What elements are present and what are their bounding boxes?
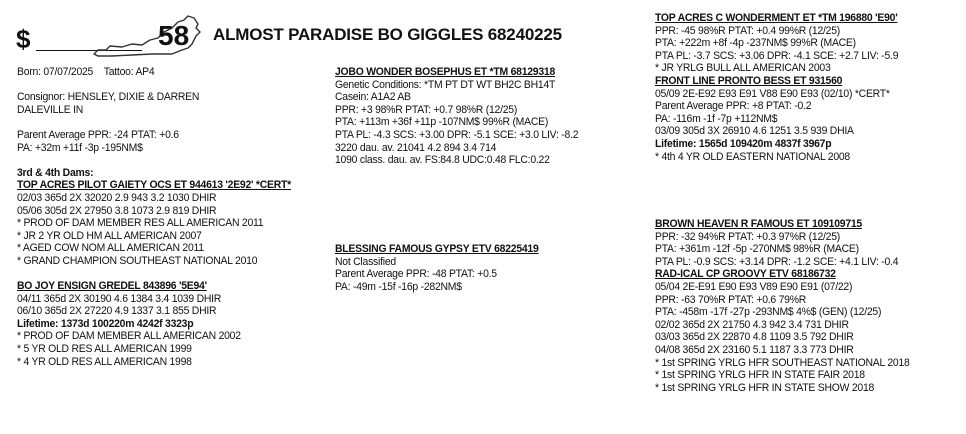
- sires-sire-line: * JR YRLG BULL ALL AMERICAN 2003: [655, 62, 831, 75]
- sire-line: 1090 class. dau. av. FS:84.8 UDC:0.48 FLC:0.22: [335, 154, 550, 167]
- born-row: [17, 66, 291, 79]
- sires-dam-name: FRONT LINE PRONTO BESS ET 931560: [655, 74, 843, 87]
- lot-number: 58: [158, 20, 190, 51]
- sires-dam-line: PA: -116m -1f -7p +112NM$: [655, 112, 778, 125]
- dams-sire-name: BROWN HEAVEN R FAMOUS ET 109109715: [655, 218, 862, 230]
- dams-heading: 3rd & 4th Dams:: [17, 166, 94, 179]
- honor-line: * JR 2 YR OLD HM ALL AMERICAN 2007: [17, 229, 202, 242]
- record-line: 06/10 365d 2X 27220 4.9 1337 3.1 855 DHIR: [17, 305, 217, 318]
- sires-dam-honor: * 4th 4 YR OLD EASTERN NATIONAL 2008: [655, 150, 850, 163]
- dams-dam-line: 02/02 365d 2X 21750 4.3 942 3.4 731 DHIR: [655, 318, 849, 331]
- sire-line: PPR: +3 98%R PTAT: +0.7 98%R (12/25): [335, 103, 518, 116]
- third-dam-name: TOP ACRES PILOT GAIETY OCS ET 944613 '2E92' *CERT*: [17, 179, 291, 192]
- price-symbol: $: [16, 24, 31, 54]
- dams-dam-honor: * 1st SPRING YRLG HFR SOUTHEAST NATIONAL 2018: [655, 356, 910, 369]
- dam-line: PA: -49m -15f -16p -282NM$: [335, 280, 462, 293]
- dams-sire-line: PPR: -32 94%R PTAT: +0.3 97%R (12/25): [655, 230, 841, 243]
- honor-line: * PROD OF DAM MEMBER ALL AMERICAN 2002: [17, 330, 241, 343]
- dams-sire-line: PTA: +361m -12f -5p -270NM$ 98%R (MACE): [655, 243, 859, 256]
- sire-line: 3220 dau. av. 21041 4.2 894 3.4 714: [335, 141, 497, 154]
- sires-dam-line: 05/09 2E-E92 E93 E91 V88 E90 E93 (02/10) *CERT*: [655, 87, 890, 100]
- left-column: [17, 66, 291, 368]
- sires-dam-line: 03/09 305d 3X 26910 4.6 1251 3.5 939 DHIA: [655, 125, 854, 138]
- sire-name: JOBO WONDER BOSEPHUS ET *TM 68129318: [335, 66, 556, 78]
- dams-dam-line: 04/08 365d 2X 23160 5.1 1187 3.3 773 DHIR: [655, 343, 854, 356]
- right-top-column: [655, 12, 898, 163]
- dam-line: Parent Average PPR: -48 PTAT: +0.5: [335, 268, 497, 281]
- honor-line: * PROD OF DAM MEMBER RES ALL AMERICAN 2011: [17, 217, 264, 230]
- dam-block: [335, 243, 539, 293]
- right-bottom-column: [655, 218, 910, 394]
- honor-line: * 4 YR OLD RES ALL AMERICAN 1998: [17, 355, 192, 368]
- dams-dam-line: 05/04 2E-E91 E90 E93 V89 E90 E91 (07/22): [655, 280, 853, 293]
- honor-line: * AGED COW NOM ALL AMERICAN 2011: [17, 242, 204, 255]
- sires-sire-line: PPR: -45 98%R PTAT: +0.4 99%R (12/25): [655, 24, 841, 37]
- sires-sire-name: TOP ACRES C WONDERMENT ET *TM 196880 'E90': [655, 12, 898, 24]
- record-line: 04/11 365d 2X 30190 4.6 1384 3.4 1039 DHIR: [17, 292, 222, 305]
- record-line: 02/03 365d 2X 32020 2.9 943 3.2 1030 DHIR: [17, 191, 217, 204]
- sire-block: [335, 66, 578, 167]
- dam-line: Not Classified: [335, 255, 396, 268]
- animal-title: ALMOST PARADISE BO GIGGLES 68240225: [213, 25, 562, 44]
- dams-dam-honor: * 1st SPRING YRLG HFR IN STATE SHOW 2018: [655, 381, 875, 394]
- sires-sire-line: PTA PL: -3.7 SCS: +3.06 DPR: -4.1 SCE: +2.7 LIV: -5.9: [655, 49, 899, 62]
- dams-dam-line: PPR: -63 70%R PTAT: +0.6 79%R: [655, 293, 807, 306]
- consignor: Consignor: HENSLEY, DIXIE & DARREN: [17, 91, 200, 104]
- dams-dam-line: 03/03 365d 2X 22870 4.8 1109 3.5 792 DHIR: [655, 331, 854, 344]
- honor-line: * GRAND CHAMPION SOUTHEAST NATIONAL 2010: [17, 254, 258, 267]
- consignor-city: DALEVILLE IN: [17, 103, 84, 116]
- dams-sire-line: PTA PL: -0.9 SCS: +3.14 DPR: -1.2 SCE: +4.1 LIV: -0.4: [655, 255, 899, 268]
- parent-average: Parent Average PPR: -24 PTAT: +0.6: [17, 128, 179, 141]
- pedigree-average: PA: +32m +11f -3p -195NM$: [17, 141, 143, 154]
- sires-dam-lifetime: Lifetime: 1565d 109420m 4837f 3967p: [655, 137, 832, 150]
- sire-line: PTA PL: -4.3 SCS: +3.00 DPR: -5.1 SCE: +3.0 LIV: -8.2: [335, 128, 579, 141]
- dams-dam-name: RAD-ICAL CP GROOVY ETV 68186732: [655, 268, 836, 281]
- dams-dam-line: PTA: -458m -17f -27p -293NM$ 4%$ (GEN) (12/25): [655, 306, 882, 319]
- sire-line: Casein: A1A2 AB: [335, 91, 411, 104]
- dam-name: BLESSING FAMOUS GYPSY ETV 68225419: [335, 243, 539, 255]
- sires-sire-line: PTA: +222m +8f -4p -237NM$ 99%R (MACE): [655, 37, 856, 50]
- record-line: 05/06 305d 2X 27950 3.8 1073 2.9 819 DHIR: [17, 204, 217, 217]
- sires-dam-line: Parent Average PPR: +8 PTAT: -0.2: [655, 100, 812, 113]
- fourth-dam-name: BO JOY ENSIGN GREDEL 843896 '5E94': [17, 280, 207, 293]
- sire-line: Genetic Conditions: *TM PT DT WT BH2C BH14T: [335, 78, 556, 91]
- dams-dam-honor: * 1st SPRING YRLG HFR IN STATE FAIR 2018: [655, 369, 865, 382]
- tattoo: Tattoo: AP4: [103, 66, 155, 78]
- lifetime-record: Lifetime: 1373d 100220m 4242f 3323p: [17, 317, 194, 330]
- honor-line: * 5 YR OLD RES ALL AMERICAN 1999: [17, 343, 192, 356]
- born-date: Born: 07/07/2025: [17, 66, 94, 78]
- sire-line: PTA: +113m +36f +11p -107NM$ 99%R (MACE): [335, 116, 549, 129]
